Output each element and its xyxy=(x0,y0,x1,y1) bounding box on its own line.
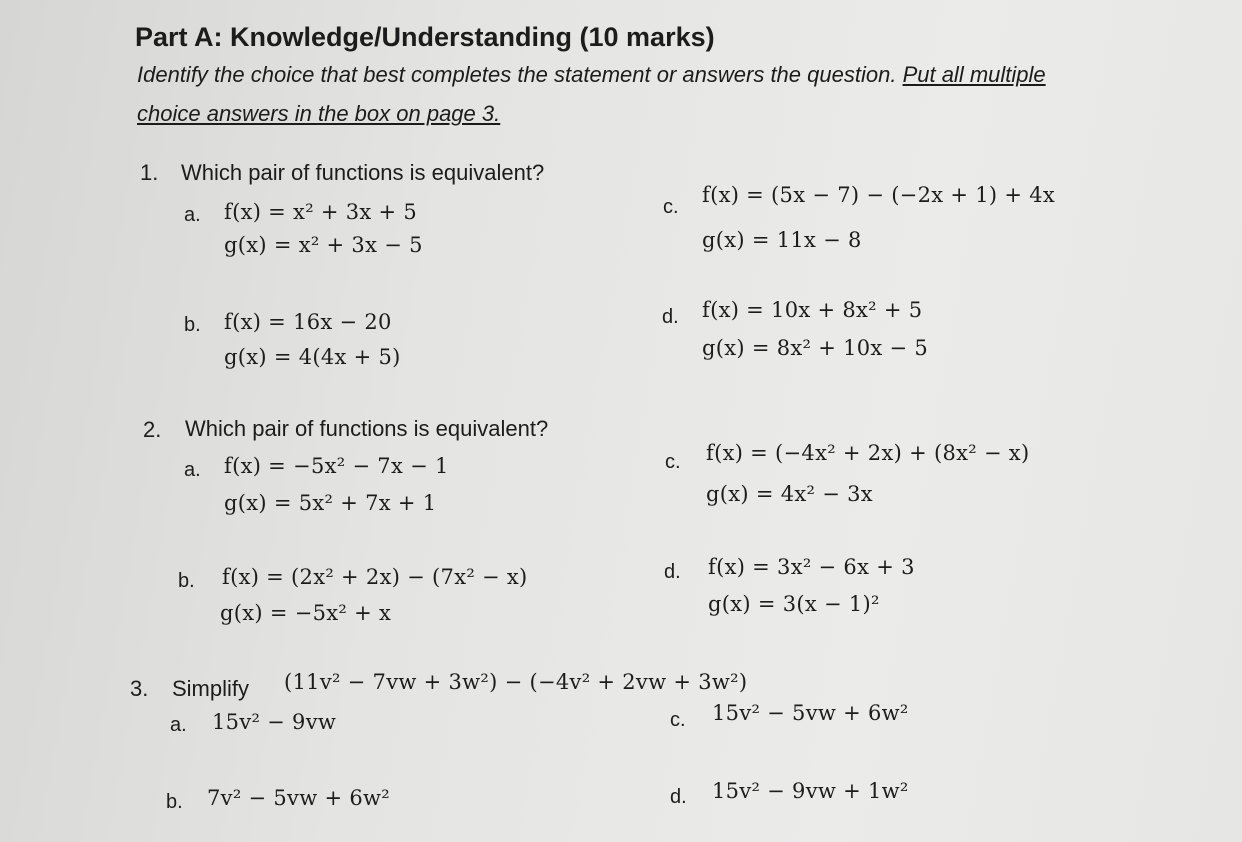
q1-option-b-g: g(x) = 4(4x + 5) xyxy=(224,345,401,369)
q2-option-c-g: g(x) = 4x² − 3x xyxy=(706,482,873,506)
q2-option-d-label: d. xyxy=(664,561,681,583)
instruction-text: Identify the choice that best completes the statement or answers the question. xyxy=(137,62,897,87)
instruction-emphasis-2: choice answers in the box on page 3. xyxy=(137,101,501,126)
q1-option-b-f: f(x) = 16x − 20 xyxy=(224,310,392,334)
q2-option-b-g: g(x) = −5x² + x xyxy=(220,601,392,625)
q1-option-d-g: g(x) = 8x² + 10x − 5 xyxy=(702,336,929,360)
q1-option-d-f: f(x) = 10x + 8x² + 5 xyxy=(702,298,923,322)
q2-option-a-f: f(x) = −5x² − 7x − 1 xyxy=(224,454,449,478)
q1-option-a-label: a. xyxy=(184,204,201,226)
question-2-number: 2. xyxy=(143,417,162,442)
q1-option-a-g: g(x) = x² + 3x − 5 xyxy=(224,233,423,257)
instruction-emphasis-1: Put all multiple xyxy=(902,62,1046,87)
q3-option-a: 15v² − 9vw xyxy=(212,710,337,734)
q2-option-c-f: f(x) = (−4x² + 2x) + (8x² − x) xyxy=(706,441,1030,465)
q3-option-b-label: b. xyxy=(166,791,183,813)
q2-option-c-label: c. xyxy=(665,451,681,473)
q1-option-b-label: b. xyxy=(184,314,201,336)
q3-option-c: 15v² − 5vw + 6w² xyxy=(712,701,909,725)
instruction-line-1 xyxy=(137,62,1046,88)
q1-option-c-label: c. xyxy=(663,196,679,218)
question-3-number: 3. xyxy=(130,676,149,701)
question-2-text: Which pair of functions is equivalent? xyxy=(185,416,549,441)
q1-option-c-f: f(x) = (5x − 7) − (−2x + 1) + 4x xyxy=(702,183,1056,207)
q3-option-b: 7v² − 5vw + 6w² xyxy=(207,786,390,810)
question-1-number: 1. xyxy=(140,160,159,185)
q1-option-c-g: g(x) = 11x − 8 xyxy=(702,228,862,252)
q3-option-d: 15v² − 9vw + 1w² xyxy=(712,779,909,803)
question-3-prefix: Simplify xyxy=(172,676,250,701)
q2-option-b-label: b. xyxy=(178,570,195,592)
question-1-text: Which pair of functions is equivalent? xyxy=(181,160,545,185)
q3-option-c-label: c. xyxy=(670,709,686,731)
q2-option-a-label: a. xyxy=(184,459,201,481)
q2-option-b-f: f(x) = (2x² + 2x) − (7x² − x) xyxy=(222,565,528,589)
q3-option-a-label: a. xyxy=(170,714,187,736)
q1-option-d-label: d. xyxy=(662,306,679,328)
page-title: Part A: Knowledge/Understanding (10 marks) xyxy=(135,22,715,52)
question-3-expression: (11v² − 7vw + 3w²) − (−4v² + 2vw + 3w²) xyxy=(284,670,748,694)
q2-option-a-g: g(x) = 5x² + 7x + 1 xyxy=(224,491,437,515)
q1-option-a-f: f(x) = x² + 3x + 5 xyxy=(224,200,418,224)
q2-option-d-g: g(x) = 3(x − 1)² xyxy=(708,592,880,616)
q3-option-d-label: d. xyxy=(670,786,687,808)
q2-option-d-f: f(x) = 3x² − 6x + 3 xyxy=(708,555,915,579)
